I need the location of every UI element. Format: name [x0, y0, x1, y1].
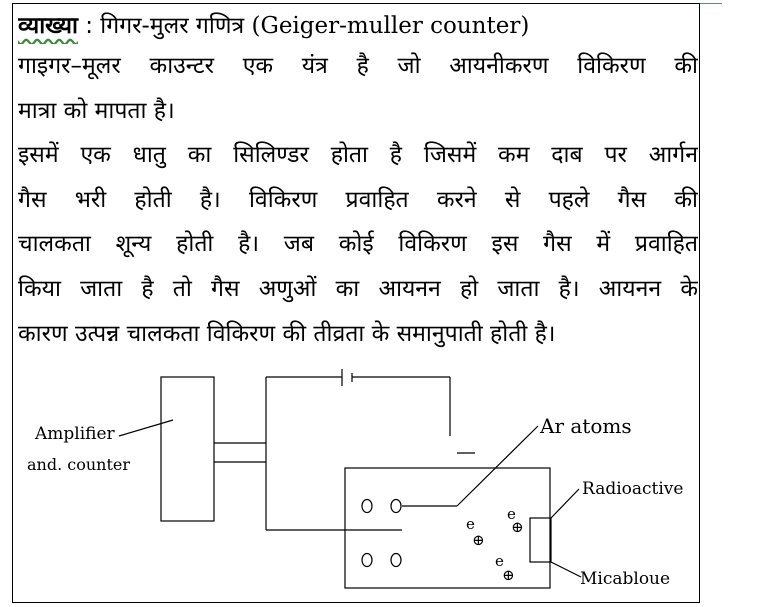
positive-ion-icon: ⊕	[472, 531, 485, 549]
radioactive-label: Radioactive	[582, 479, 684, 499]
positive-ion-icon: ⊕	[502, 566, 515, 584]
mica-window	[530, 518, 551, 562]
heading-separator: :	[77, 13, 101, 39]
paragraph-line: किया जाता है तो गैस अणुओं का आयनन हो जाता है। आयनन के	[18, 275, 698, 302]
heading-term: व्याख्या	[18, 13, 78, 39]
micabloue-label: Micabloue	[580, 569, 671, 589]
ar-atoms-label: Ar atoms	[540, 414, 632, 438]
paragraph-line: चालकता शून्य होती है। जब कोई विकिरण इस गैस में प्रवाहित	[18, 231, 698, 258]
paragraph-line: गैस भरी होती है। विकिरण प्रवाहित करने से पहले गैस की	[18, 186, 698, 213]
electron-symbol: e	[507, 505, 516, 523]
counter-label: and. counter	[27, 455, 131, 474]
paragraph-line: गाइगर–मूलर काउन्टर एक यंत्र है जो आयनीकरण विकिरण की	[18, 53, 698, 79]
ar-pointer-diagonal	[457, 426, 538, 506]
heading-title-hindi: गिगर-मुलर गणित्र	[100, 13, 252, 39]
ar-atom-circle	[362, 554, 372, 567]
electron-symbol: e	[466, 515, 475, 533]
amplifier-box	[161, 377, 214, 521]
heading-title-english: (Geiger-muller counter)	[251, 13, 530, 39]
paragraph-line: कारण उत्पन्न चालकता विकिरण की तीव्रता के समानुपाती होती है।	[18, 320, 556, 347]
ar-atom-circle	[362, 500, 372, 513]
radioactive-pointer	[551, 489, 579, 518]
amplifier-pointer	[119, 420, 173, 436]
amplifier-label: Amplifier	[35, 424, 115, 444]
paragraph-line: मात्रा को मापता है।	[18, 97, 175, 124]
electron-symbol: e	[495, 552, 504, 570]
mica-pointer	[551, 562, 581, 577]
ar-atom-circle	[391, 500, 401, 513]
ar-atom-circle	[391, 554, 401, 567]
positive-ion-icon: ⊕	[511, 518, 524, 536]
paragraph-line: इसमें एक धातु का सिलिण्डर होता है जिसमें कम दाब पर आर्गन	[18, 142, 698, 169]
